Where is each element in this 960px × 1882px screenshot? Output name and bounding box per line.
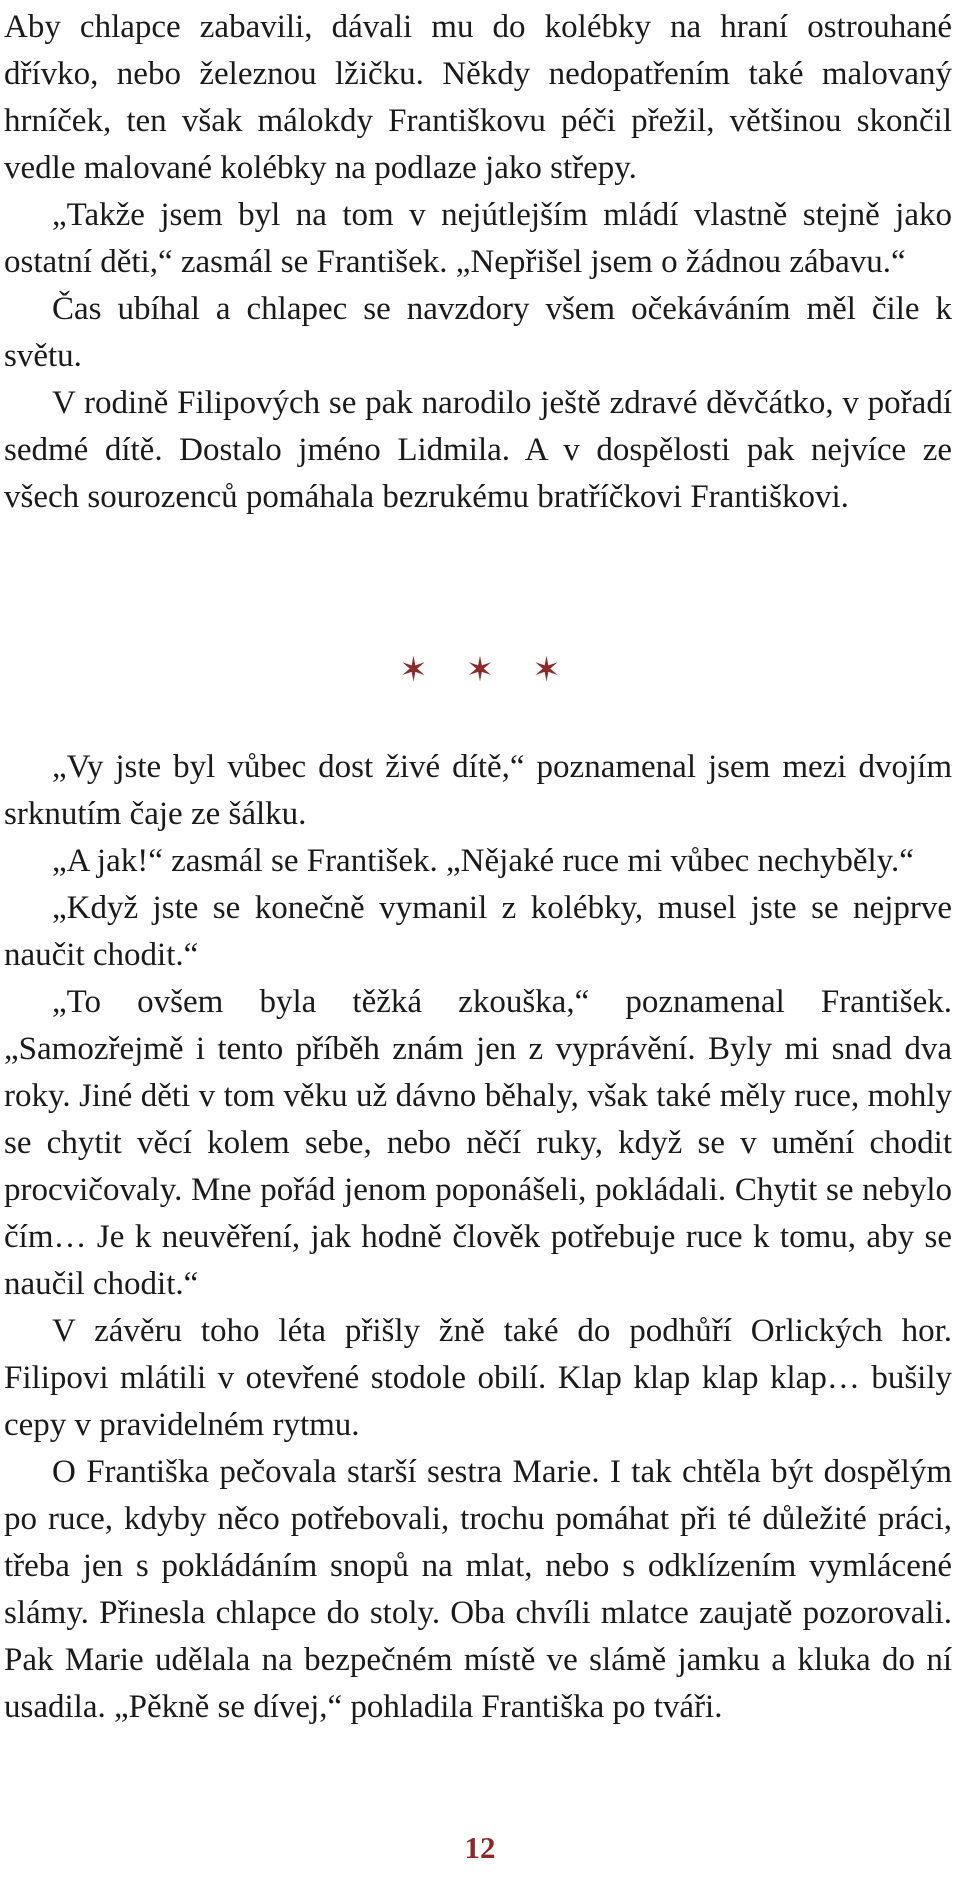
paragraph: „Když jste se konečně vymanil z kolébky, musel jste se nejprve naučit chodit.“: [4, 890, 952, 973]
paragraph: „To ovšem byla těžká zkouška,“ poznamenal František. „Samozřejmě i tento příběh znám jen z vyprávění. Byly mi snad dva roky. Jiné děti v tom věku už dávno běhaly, však také měly ruce, mohly se chytit věcí kolem sebe, nebo něčí ruky, když se v umění chodit procvičovaly. Mne pořád jenom poponášeli, pokládali. Chytit se nebylo čím… Je k neuvěření, jak hodně člověk potřebuje ruce k tomu, aby se naučil chodit.“: [4, 984, 952, 1302]
page-number: 12: [464, 1830, 496, 1865]
paragraph: V rodině Filipových se pak narodilo ještě zdravé děvčátko, v pořadí sedmé dítě. Dostalo jméno Lidmila. A v dospělosti pak nejvíce ze všech sourozenců pomáhala bezrukému bratříčkovi Františkovi.: [4, 385, 952, 515]
paragraph: Čas ubíhal a chlapec se navzdory všem očekáváním měl čile k světu.: [4, 291, 952, 374]
paragraph: „A jak!“ zasmál se František. „Nějaké ruce mi vůbec nechyběly.“: [52, 843, 914, 879]
section-divider-stars: ✶✶✶: [399, 650, 599, 690]
paragraph: Aby chlapce zabavili, dávali mu do kolébky na hraní ostrouhané dřívko, nebo železnou lžičku. Někdy nedopatřením také malovaný hrníček, ten však málokdy Františkovu péči přežil, většinou skončil vedle malované kolébky na podlaze jako střepy.: [4, 9, 952, 186]
text-section-1: [4, 4, 952, 521]
paragraph: „Takže jsem byl na tom v nejútlejším mládí vlastně stejně jako ostatní děti,“ zasmál se František. „Nepřišel jsem o žádnou zábavu.“: [4, 197, 952, 280]
paragraph: V závěru toho léta přišly žně také do podhůří Orlických hor. Filipovi mlátili v otevřené stodole obilí. Klap klap klap klap… bušily cepy v pravidelném rytmu.: [4, 1313, 952, 1443]
paragraph: „Vy jste byl vůbec dost živé dítě,“ poznamenal jsem mezi dvojím srknutím čaje ze šálku.: [4, 749, 952, 832]
text-section-2: [4, 744, 952, 1731]
paragraph: O Františka pečovala starší sestra Marie. I tak chtěla být dospělým po ruce, kdyby něco potřebovali, trochu pomáhat při té důležité práci, třeba jen s pokládáním snopů na mlat, nebo s odklízením vymlácené slámy. Přinesla chlapce do stoly. Oba chvíli mlatce zaujatě pozorovali. Pak Marie udělala na bezpečném místě ve slámě jamku a kluka do ní usadila. „Pěkně se dívej,“ pohladila Františka po tváři.: [4, 1454, 952, 1725]
